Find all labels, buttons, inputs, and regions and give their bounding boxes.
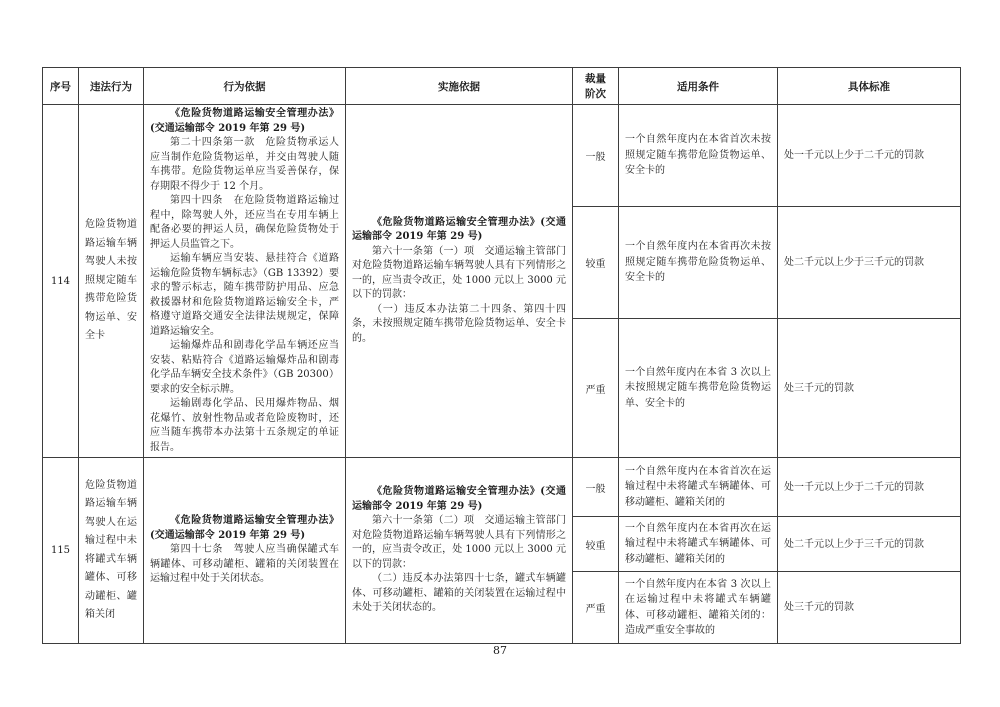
basis-paragraph: （二）违反本办法第四十七条，罐式车辆罐体、可移动罐柜、罐箱的关闭装置在运输过程中未处于关闭状态的。 (352, 573, 566, 614)
penalty-standard: 处一千元以上少于二千元的罚款 (778, 105, 961, 207)
header-discretion-line2: 阶次 (585, 88, 606, 100)
applicable-condition: 一个自然年度内在本省再次未按照规定随车携带危险货物运单、安全卡的 (619, 207, 778, 319)
applicable-condition: 一个自然年度内在本省首次未按照规定随车携带危险货物运单、安全卡的 (619, 105, 778, 207)
basis-paragraph: （一）违反本办法第二十四条、第四十四条，未按照规定随车携带危险货物运单、安全卡的。 (352, 303, 566, 344)
header-implementation-basis: 实施依据 (346, 68, 573, 105)
basis-paragraph: 第二十四条第一款 危险货物承运人应当制作危险货物运单，并交由驾驶人随车携带。危险货物运单应当妥善保存，保存期限不得少于 12 个月。 (150, 137, 339, 192)
penalty-standard: 处二千元以上少于三千元的罚款 (778, 207, 961, 319)
discretion-level: 一般 (573, 105, 619, 207)
implementation-basis-114 (346, 105, 573, 458)
page-number: 87 (493, 644, 507, 657)
table-row-115-tier-general (43, 458, 961, 517)
discretion-level: 较重 (573, 207, 619, 319)
basis-paragraph: 第四十四条 在危险货物道路运输过程中，除驾驶人外，还应当在专用车辆上配备必要的押运人员，确保危险货物处于押运人员监管之下。 (150, 195, 339, 250)
discretion-level: 严重 (573, 319, 619, 458)
penalty-standard: 处三千元的罚款 (778, 572, 961, 644)
basis-paragraph: 第六十一条第（二）项 交通运输主管部门对危险货物道路运输车辆驾驶人具有下列情形之一的，应当责令改正，处 1000 元以上 3000 元以下的罚款： (352, 515, 566, 570)
serial-number-115: 115 (43, 458, 79, 644)
table-row-114-tier-general (43, 105, 961, 207)
discretion-level: 严重 (573, 572, 619, 644)
header-standard: 具体标准 (778, 68, 961, 105)
regulation-title: 《危险货物道路运输安全管理办法》(交通运输部令 2019 年第 29 号) (352, 486, 566, 512)
penalty-standard: 处一千元以上少于二千元的罚款 (778, 458, 961, 517)
regulation-title: 《危险货物道路运输安全管理办法》(交通运输部令 2019 年第 29 号) (150, 515, 339, 541)
applicable-condition: 一个自然年度内在本省 3 次以上未按照规定随车携带危险货物运单、安全卡的 (619, 319, 778, 458)
header-serial-number: 序号 (43, 68, 79, 105)
serial-number-114: 114 (43, 105, 79, 458)
behavior-basis-115 (144, 458, 346, 644)
basis-paragraph: 第六十一条第（一）项 交通运输主管部门对危险货物道路运输车辆驾驶人具有下列情形之一的，应当责令改正，处 1000 元以上 3000 元以下的罚款： (352, 245, 566, 301)
penalty-standard: 处三千元的罚款 (778, 319, 961, 458)
penalty-standard: 处二千元以上少于三千元的罚款 (778, 517, 961, 572)
table-header-row (43, 68, 961, 105)
applicable-condition: 一个自然年度内在本省首次在运输过程中未将罐式车辆罐体、可移动罐柜、罐箱关闭的 (619, 458, 778, 517)
behavior-basis-114 (144, 105, 346, 458)
header-violation: 违法行为 (79, 68, 144, 105)
basis-paragraph: 第四十七条 驾驶人应当确保罐式车辆罐体、可移动罐柜、罐箱的关闭装置在运输过程中处于关闭状态。 (150, 544, 339, 585)
header-discretion-line1: 裁量 (585, 73, 606, 85)
regulation-title: 《危险货物道路运输安全管理办法》(交通运输部令 2019 年第 29 号) (150, 108, 339, 134)
regulation-title: 《危险货物道路运输安全管理办法》(交通运输部令 2019 年第 29 号) (352, 216, 566, 243)
basis-paragraph: 运输爆炸品和剧毒化学品车辆还应当安装、粘贴符合《道路运输爆炸品和剧毒化学品车辆安全技术条件》（GB 20300）要求的安全标示牌。 (150, 340, 339, 395)
header-behavior-basis: 行为依据 (144, 68, 346, 105)
discretion-level: 较重 (573, 517, 619, 572)
basis-paragraph: 运输车辆应当安装、悬挂符合《道路运输危险货物车辆标志》（GB 13392）要求的警示标志，随车携带防护用品、应急救援器材和危险货物道路运输安全卡，严格遵守道路交通安全法律法规规定，保障道路运输安全。 (150, 253, 339, 337)
violation-115: 危险货物道路运输车辆驾驶人在运输过程中未将罐式车辆罐体、可移动罐柜、罐箱关闭 (79, 458, 144, 644)
discretion-level: 一般 (573, 458, 619, 517)
basis-paragraph: 运输剧毒化学品、民用爆炸物品、烟花爆竹、放射性物品或者危险废物时，还应当随车携带本办法第十五条规定的单证报告。 (150, 398, 339, 453)
header-discretion-level (573, 68, 619, 105)
implementation-basis-115 (346, 458, 573, 644)
header-conditions: 适用条件 (619, 68, 778, 105)
applicable-condition: 一个自然年度内在本省再次在运输过程中未将罐式车辆罐体、可移动罐柜、罐箱关闭的 (619, 517, 778, 572)
applicable-condition: 一个自然年度内在本省 3 次以上在运输过程中未将罐式车辆罐体、可移动罐柜、罐箱关闭的：造成严重安全事故的 (619, 572, 778, 644)
violation-114: 危险货物道路运输车辆驾驶人未按照规定随车携带危险货物运单、安全卡 (79, 105, 144, 458)
regulation-table (42, 67, 961, 644)
